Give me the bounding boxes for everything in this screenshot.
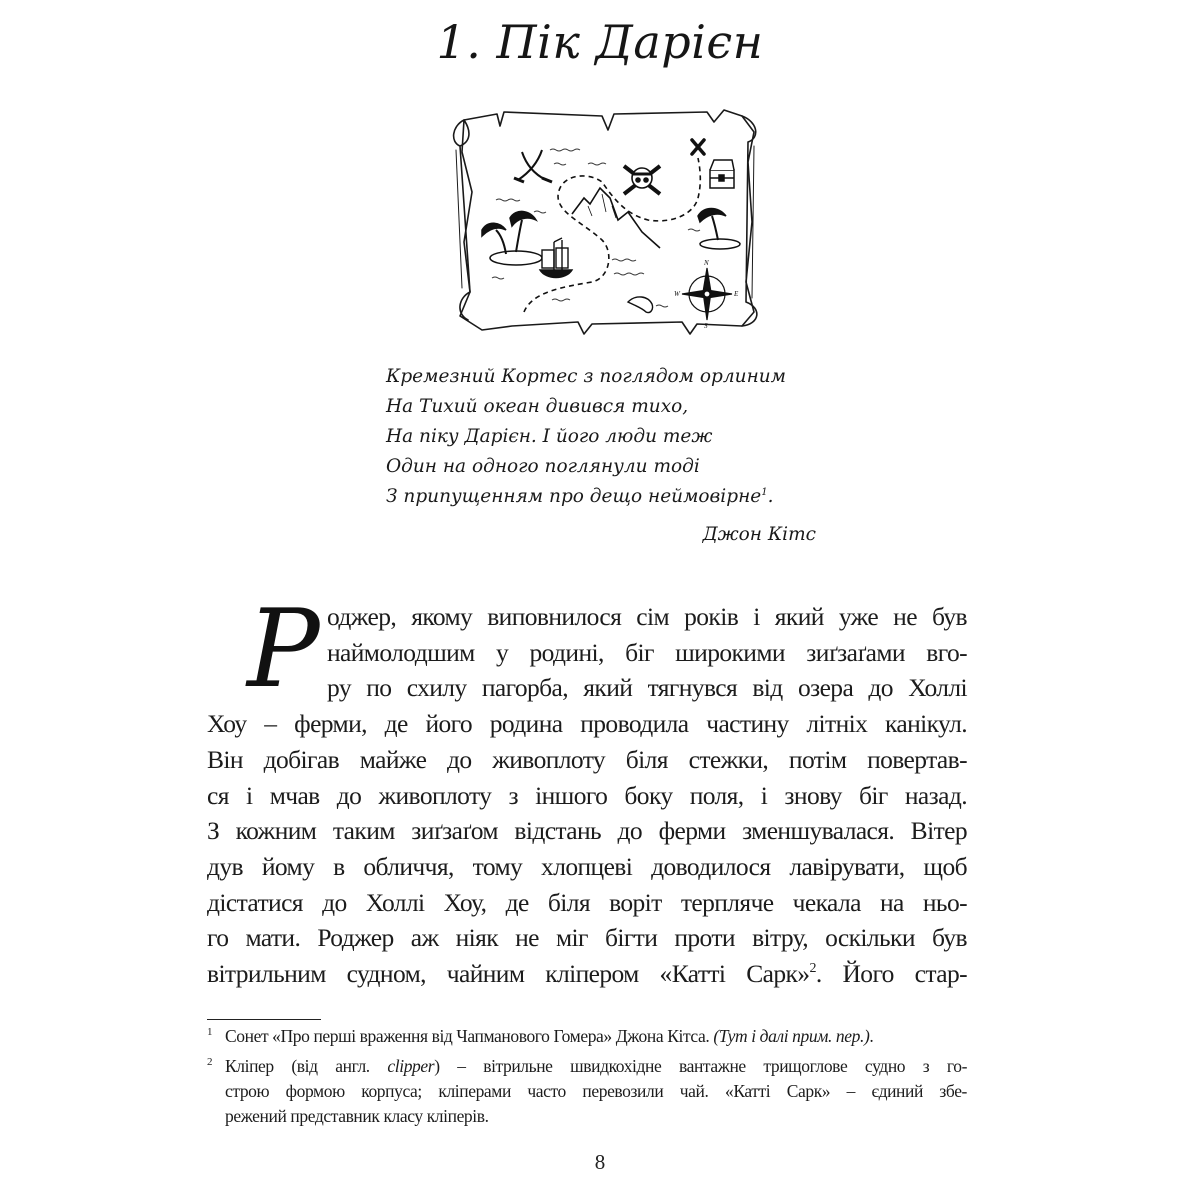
footnote-2 — [207, 1054, 967, 1129]
epigraph — [386, 362, 826, 550]
body-line-text: вітрильним судном, чайним кліпером «Катті Сарк» — [207, 959, 810, 989]
skull-crossbones-icon — [624, 166, 660, 194]
footnote-body: Кліпер (від англ. — [225, 1056, 388, 1076]
compass-rose-icon — [674, 259, 739, 330]
crossed-swords-icon — [514, 150, 552, 182]
footnote-english-term: clipper — [387, 1056, 435, 1076]
compass-n-label: N — [704, 259, 709, 267]
compass-e-label: E — [734, 290, 739, 298]
footnote-translator-note: (Тут і далі прим. пер.) — [713, 1026, 870, 1046]
epigraph-line-text: З припущенням про дещо неймовірне — [386, 486, 762, 507]
mountain-icon — [572, 188, 660, 248]
body-line: ру по схилу пагорба, який тягнувся від озера до Холлі — [327, 673, 967, 703]
body-paragraph — [207, 599, 967, 992]
epigraph-line-suffix: . — [767, 486, 774, 507]
footnote-text — [225, 1024, 967, 1049]
body-line: дістатися до Холлі Хоу, де біля воріт терпляче чекала на ньо- — [207, 887, 967, 917]
footnote-number: 2 — [207, 1056, 213, 1068]
footnotes — [207, 1024, 967, 1134]
body-line: З кожним таким зиґзаґом відстань до ферми зменшувалася. Вітер — [207, 816, 967, 846]
body-line: ся і мчав до живоплоту з іншого боку поля, і знову біг назад. — [207, 780, 967, 810]
epigraph-author: Джон Кітс — [702, 524, 816, 545]
palm-island-right-icon — [698, 209, 740, 250]
sailing-ship-icon — [540, 238, 572, 278]
footnote-body: Сонет «Про перші враження від Чапманового Гомера» Джона Кітса. — [225, 1026, 714, 1046]
footnote-number: 1 — [207, 1026, 213, 1038]
body-line: го мати. Роджер аж ніяк не міг бігти проти вітру, оскільки був — [207, 923, 967, 953]
footnote-body: ) – вітрильне швидкохідне вантажне трищоглове судно з го- — [434, 1056, 967, 1076]
epigraph-line: Один на одного поглянули тоді — [386, 456, 700, 477]
palm-island-left-icon — [482, 211, 542, 265]
footnote-punctuation: . — [869, 1026, 874, 1046]
page-number: 8 — [594, 1150, 606, 1174]
footnote-text: строю формою корпуса; кліперами часто перевозили чай. «Катті Сарк» – єдиний збе- — [225, 1081, 967, 1101]
body-line: оджер, якому виповнилося сім років і який уже не був — [327, 602, 967, 631]
treasure-chest-icon — [710, 160, 734, 188]
footnote-ref-2[interactable]: 2 — [809, 961, 816, 977]
footnote-text — [225, 1054, 967, 1079]
body-line: наймолодшим у родині, біг широкими зиґзаґами вго- — [327, 637, 967, 667]
body-line: Він добігав майже до живоплоту біля стежки, потім повертав- — [207, 744, 967, 774]
epigraph-line — [386, 482, 826, 512]
dolphin-icon — [628, 297, 653, 313]
drop-cap: Р — [247, 587, 320, 712]
x-mark-icon — [692, 140, 704, 154]
compass-w-label: W — [674, 290, 680, 298]
footnote-1 — [207, 1024, 967, 1049]
epigraph-line: На Тихий океан дивився тихо, — [386, 396, 689, 417]
body-line: дув йому в обличчя, тому хлопцеві доводилося лавірувати, щоб — [207, 851, 967, 881]
body-line — [207, 956, 967, 992]
footnote-divider — [207, 1019, 321, 1020]
body-line: Хоу – ферми, де його родина проводила частину літніх канікул. — [207, 709, 967, 739]
treasure-map-illustration — [442, 102, 772, 338]
body-line-text: . Його стар- — [815, 959, 967, 989]
chapter-title: 1. Пік Дарієн — [436, 15, 764, 69]
epigraph-line: На піку Дарієн. І його люди теж — [386, 426, 713, 447]
water-waves — [492, 149, 700, 307]
footnote-ref-1[interactable]: 1 — [761, 487, 768, 498]
compass-s-label: S — [704, 322, 708, 330]
footnote-text: режений представник класу кліперів. — [225, 1106, 489, 1126]
epigraph-line: Кремезний Кортес з поглядом орлиним — [386, 366, 787, 387]
